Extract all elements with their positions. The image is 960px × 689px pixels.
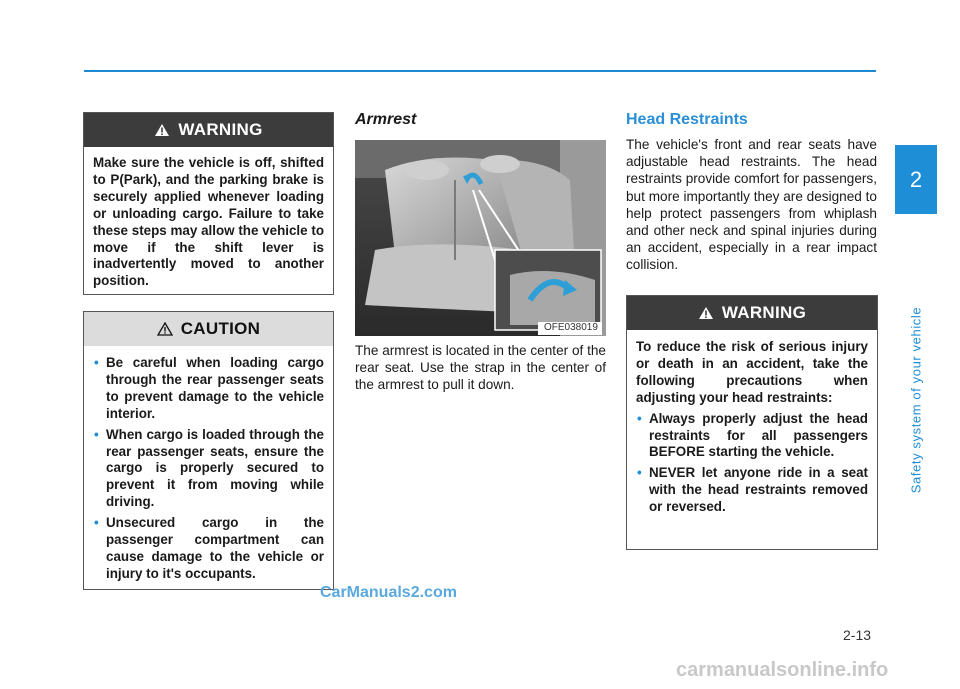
armrest-title: Armrest [355, 111, 417, 128]
caution-item: • Unsecured cargo in the passenger compartment can cause damage to the vehicle or injury to it's occupants. [94, 515, 324, 581]
warning-intro: To reduce the risk of serious injury or death in an accident, take the following precautions when adjusting your head restraints: [636, 339, 868, 405]
site-watermark: carmanualsonline.info [676, 659, 889, 681]
caution-heading: CAUTION [180, 319, 261, 338]
armrest-photo [355, 140, 606, 336]
bullet-icon: • [637, 410, 642, 426]
warning-box-head-restraints [626, 295, 878, 550]
chapter-number: 2 [909, 166, 923, 192]
bullet-icon: • [94, 355, 99, 370]
bullet-icon: • [94, 515, 99, 531]
warning-heading: WARNING [721, 303, 807, 322]
warning-header [84, 113, 333, 147]
caution-triangle-icon [157, 322, 173, 336]
warning-box-cargo [83, 112, 334, 295]
warning-body [84, 147, 333, 298]
caution-list [93, 355, 324, 583]
head-restraints-text: The vehicle's front and rear seats have adjustable head restraints. The head restraints provide comfort for passengers, but more importantly they are designed to help protect passengers from whiplash and other neck and spinal injuries during an accident, especially in a rear impact collision. [626, 137, 877, 273]
warning-heading: WARNING [178, 120, 263, 139]
warning-text: Make sure the vehicle is off, shifted to P(Park), and the parking brake is securely applied whenever loading or unloading cargo. Failure to take these steps may allow the vehicle to move if the shift lever is inadvertently moved to another position. [93, 155, 324, 289]
warning-body [627, 330, 877, 528]
caution-item: • Be careful when loading cargo through the rear passenger seats to prevent damage to the vehicle interior. [94, 355, 324, 421]
head-restraints-title: Head Restraints [626, 111, 748, 128]
chapter-tab [895, 145, 937, 214]
caution-body [84, 346, 333, 595]
bullet-icon: • [637, 465, 642, 481]
page-number: 2-13 [843, 627, 872, 643]
rear-seat-illustration [355, 140, 606, 336]
warning-triangle-icon [154, 123, 170, 137]
warning-list [636, 411, 868, 516]
caution-item: • When cargo is loaded through the rear passenger seats, ensure the cargo is properly secured to prevent it from moving while driving. [94, 426, 324, 510]
warning-item: • Always properly adjust the head restraints for all passengers BEFORE starting the vehicle. [637, 410, 868, 460]
caution-header [84, 312, 333, 346]
armrest-text: The armrest is located in the center of the rear seat. Use the strap in the center of the armrest to pull it down. [355, 343, 606, 393]
watermark-link[interactable]: CarManuals2.com [320, 584, 457, 601]
image-code: OFE038019 [544, 322, 598, 333]
chapter-title: Safety system of your vehicle [908, 306, 924, 494]
warning-header [627, 296, 877, 330]
caution-box [83, 311, 334, 590]
bullet-icon: • [94, 426, 99, 442]
warning-triangle-icon [698, 306, 714, 320]
warning-item: • NEVER let anyone ride in a seat with the head restraints removed or reversed. [637, 465, 868, 515]
top-rule [84, 70, 876, 72]
